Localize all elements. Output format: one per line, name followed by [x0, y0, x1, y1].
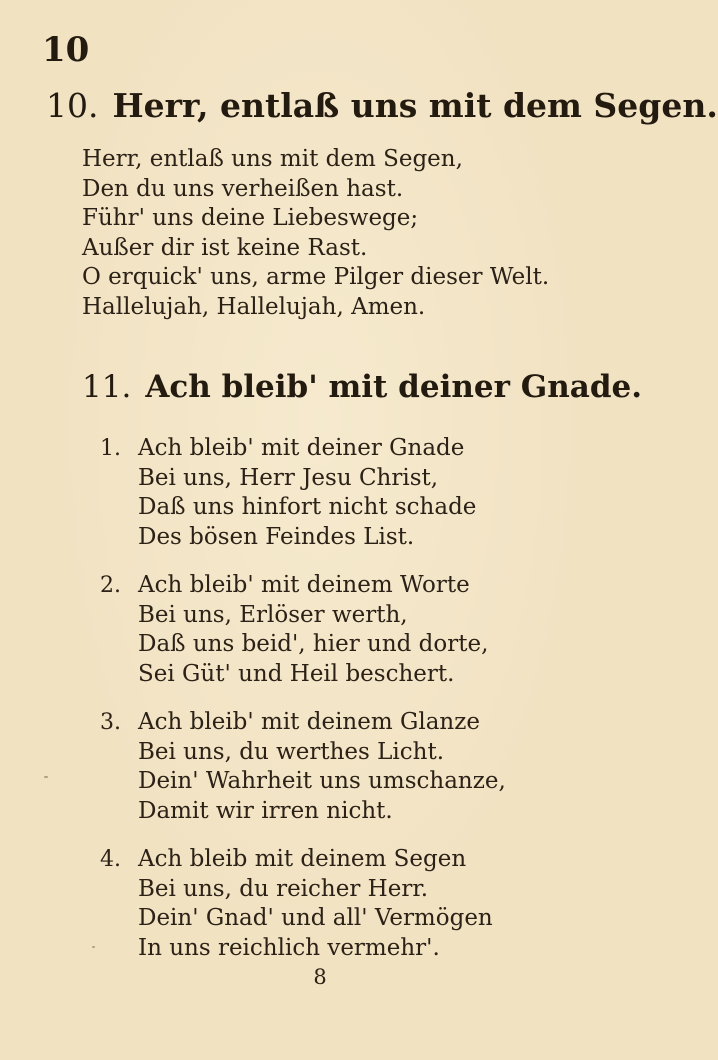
stanza-line: In uns reichlich vermehr'.: [138, 934, 440, 961]
hymn-10-title: [46, 84, 718, 128]
stanza-line: Dein' Wahrheit uns umschanze,: [138, 768, 506, 794]
stanza-line: Ach bleib' mit deinem Glanze: [138, 709, 480, 735]
stanza-line: Bei uns, Erlöser werth,: [138, 601, 408, 628]
hymn-10-verse: [82, 145, 549, 322]
hymn-10-number: 10.: [46, 86, 99, 125]
stanza-line: Ach bleib' mit deiner Gnade: [138, 435, 465, 461]
hymn-10-line: O erquick' uns, arme Pilger dieser Welt.: [82, 264, 550, 290]
hymn-11-title-text: Ach bleib' mit deiner Gnade.: [145, 369, 643, 405]
stanza-line: Bei uns, du reicher Herr.: [138, 875, 429, 902]
stanza-line: Dein' Gnad' und all' Vermögen: [138, 905, 493, 931]
hymn-10-title-text: Herr, entlaß uns mit dem Segen.: [112, 86, 718, 125]
stanza-line: Daß uns beid', hier und dorte,: [138, 631, 489, 657]
stanza-number: 1.: [100, 436, 121, 461]
hymn-10-line: Führ' uns deine Liebeswege;: [82, 205, 419, 231]
paper-speck: [44, 776, 48, 778]
paper-speck: [92, 946, 95, 948]
stanza-line: Daß uns hinfort nicht schade: [138, 494, 477, 520]
page-number-top: 10: [42, 30, 90, 70]
stanza-line: Bei uns, Herr Jesu Christ,: [138, 464, 439, 491]
stanza-line: Bei uns, du werthes Licht.: [138, 738, 445, 765]
hymn-10-line: Den du uns verheißen hast.: [82, 175, 404, 202]
stanza-line: Ach bleib mit deinem Segen: [138, 846, 467, 872]
stanza-number: 2.: [100, 573, 121, 598]
hymn-10-line: Außer dir ist keine Rast.: [82, 234, 368, 261]
hymn-11-number: 11.: [82, 369, 132, 405]
hymn-11-title: [82, 366, 642, 408]
hymn-10-line: Herr, entlaß uns mit dem Segen,: [82, 146, 463, 172]
stanza-number: 3.: [100, 710, 121, 735]
stanza-line: Damit wir irren nicht.: [138, 797, 393, 824]
stanza-number: 4.: [100, 847, 121, 872]
hymn-10-line: Hallelujah, Hallelujah, Amen.: [82, 293, 426, 320]
stanza-line: Ach bleib' mit deinem Worte: [138, 572, 470, 598]
page-number-footer: 8: [313, 965, 327, 989]
stanza-line: Sei Güt' und Heil beschert.: [138, 660, 455, 687]
stanza-line: Des bösen Feindes List.: [138, 523, 415, 550]
